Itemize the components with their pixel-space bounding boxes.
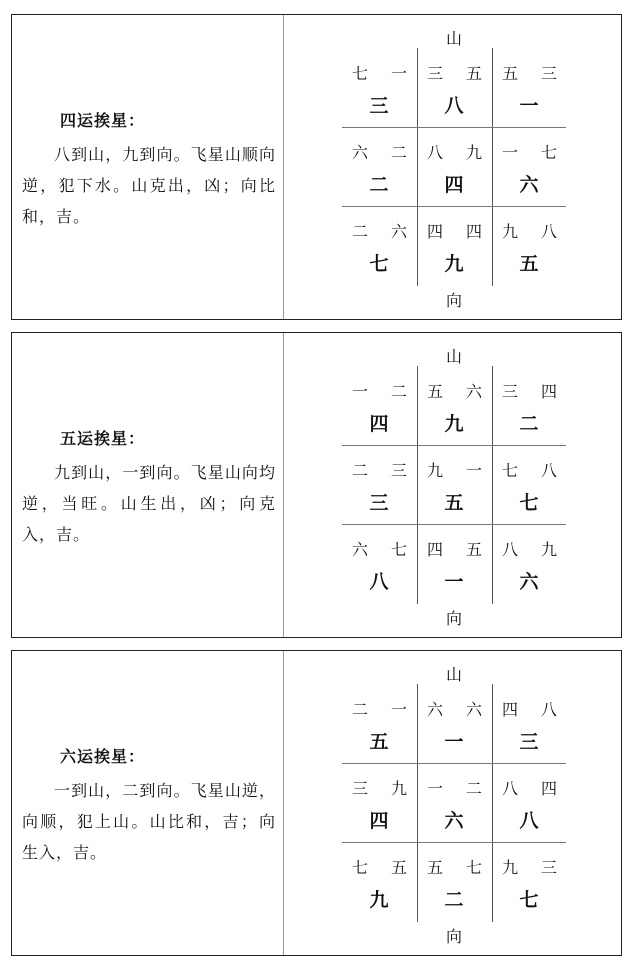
grid-divider-vertical (417, 366, 418, 604)
mountain-star: 六 (351, 143, 368, 162)
mountain-star: 九 (501, 222, 518, 241)
grid-divider-horizontal (342, 445, 566, 446)
period-star: 四 (444, 174, 464, 196)
grid-cell (417, 366, 492, 445)
nine-palace-grid (342, 48, 566, 286)
panel-period-4 (11, 14, 622, 320)
grid-cell (342, 445, 417, 524)
grid-divider-horizontal (342, 127, 566, 128)
period-star: 六 (519, 174, 539, 196)
facing-star: 四 (540, 382, 557, 401)
period-star: 三 (369, 95, 389, 117)
facing-star: 五 (465, 64, 482, 83)
period-star: 二 (444, 889, 464, 911)
facing-star: 二 (390, 382, 407, 401)
mountain-star: 二 (351, 222, 368, 241)
grid-cell (492, 524, 567, 603)
mountain-star: 六 (351, 540, 368, 559)
grid-divider-vertical (492, 684, 493, 922)
period-star: 二 (519, 413, 539, 435)
grid-cell (417, 763, 492, 842)
facing-star: 八 (540, 222, 557, 241)
period-star: 一 (519, 95, 539, 117)
period-star: 五 (444, 492, 464, 514)
facing-star: 一 (465, 461, 482, 480)
facing-star: 九 (390, 779, 407, 798)
grid-cell (417, 524, 492, 603)
period-star: 五 (369, 731, 389, 753)
star-chart (342, 333, 566, 637)
facing-star: 六 (390, 222, 407, 241)
facing-star: 七 (390, 540, 407, 559)
period-star: 五 (519, 253, 539, 275)
facing-star: 七 (465, 858, 482, 877)
nine-palace-grid (342, 684, 566, 922)
panel-text-column (12, 651, 284, 955)
mountain-star: 二 (351, 700, 368, 719)
panel-text-column (12, 15, 284, 319)
mountain-star: 五 (426, 382, 443, 401)
grid-cell (342, 366, 417, 445)
period-star: 八 (519, 810, 539, 832)
facing-star: 六 (465, 700, 482, 719)
mountain-star: 四 (426, 540, 443, 559)
grid-cell (492, 206, 567, 285)
grid-divider-horizontal (342, 206, 566, 207)
mountain-direction-label: 山 (445, 29, 462, 48)
grid-cell (417, 127, 492, 206)
mountain-star: 一 (501, 143, 518, 162)
star-chart (342, 651, 566, 955)
facing-direction-label: 向 (445, 609, 462, 628)
grid-divider-vertical (417, 48, 418, 286)
facing-star: 九 (540, 540, 557, 559)
period-star: 六 (444, 810, 464, 832)
grid-cell (492, 366, 567, 445)
mountain-star: 二 (351, 461, 368, 480)
period-star: 六 (519, 571, 539, 593)
period-star: 八 (444, 95, 464, 117)
mountain-star: 六 (426, 700, 443, 719)
period-star: 七 (519, 889, 539, 911)
panel-period-5 (11, 332, 622, 638)
panel-period-6 (11, 650, 622, 956)
facing-star: 一 (390, 64, 407, 83)
grid-cell (342, 842, 417, 921)
mountain-star: 九 (501, 858, 518, 877)
panel-description: 九到山，一到向。飞星山向均逆，当旺。山生出，凶；向克入，吉。 (22, 463, 276, 544)
period-star: 三 (369, 492, 389, 514)
facing-direction-label: 向 (445, 927, 462, 946)
nine-palace-grid (342, 366, 566, 604)
facing-star: 二 (390, 143, 407, 162)
mountain-star: 四 (426, 222, 443, 241)
mountain-star: 七 (351, 858, 368, 877)
grid-cell (492, 763, 567, 842)
mountain-star: 八 (426, 143, 443, 162)
grid-cell (342, 127, 417, 206)
panel-title: 六运挨星： (60, 747, 146, 766)
grid-cell (342, 48, 417, 127)
facing-star: 四 (465, 222, 482, 241)
facing-star: 四 (540, 779, 557, 798)
grid-cell (342, 684, 417, 763)
facing-star: 八 (540, 700, 557, 719)
facing-star: 三 (540, 64, 557, 83)
grid-cell (342, 206, 417, 285)
grid-cell (492, 842, 567, 921)
grid-cell (492, 684, 567, 763)
panel-description: 八到山，九到向。飞星山顺向逆，犯下水。山克出，凶；向比和，吉。 (22, 145, 276, 226)
panel-title: 四运挨星： (60, 111, 146, 130)
grid-divider-horizontal (342, 524, 566, 525)
facing-star: 三 (390, 461, 407, 480)
facing-star: 五 (390, 858, 407, 877)
grid-divider-vertical (417, 684, 418, 922)
period-star: 七 (519, 492, 539, 514)
grid-divider-horizontal (342, 763, 566, 764)
facing-star: 五 (465, 540, 482, 559)
panel-text-column (12, 333, 284, 637)
mountain-star: 三 (426, 64, 443, 83)
period-star: 一 (444, 731, 464, 753)
mountain-star: 一 (351, 382, 368, 401)
period-star: 一 (444, 571, 464, 593)
period-star: 四 (369, 810, 389, 832)
period-star: 九 (369, 889, 389, 911)
mountain-direction-label: 山 (445, 665, 462, 684)
mountain-star: 七 (351, 64, 368, 83)
grid-cell (342, 524, 417, 603)
grid-divider-horizontal (342, 842, 566, 843)
facing-star: 七 (540, 143, 557, 162)
facing-star: 一 (390, 700, 407, 719)
grid-cell (417, 206, 492, 285)
period-star: 二 (369, 174, 389, 196)
grid-cell (492, 445, 567, 524)
grid-cell (342, 763, 417, 842)
grid-cell (417, 48, 492, 127)
mountain-star: 三 (501, 382, 518, 401)
mountain-star: 五 (426, 858, 443, 877)
mountain-star: 三 (351, 779, 368, 798)
grid-cell (417, 842, 492, 921)
period-star: 九 (444, 413, 464, 435)
period-star: 四 (369, 413, 389, 435)
period-star: 九 (444, 253, 464, 275)
mountain-star: 八 (501, 540, 518, 559)
facing-star: 二 (465, 779, 482, 798)
facing-star: 三 (540, 858, 557, 877)
star-chart (342, 15, 566, 319)
period-star: 七 (369, 253, 389, 275)
grid-cell (492, 48, 567, 127)
facing-direction-label: 向 (445, 291, 462, 310)
facing-star: 六 (465, 382, 482, 401)
mountain-direction-label: 山 (445, 347, 462, 366)
grid-cell (417, 445, 492, 524)
grid-cell (492, 127, 567, 206)
panel-title: 五运挨星： (60, 429, 146, 448)
mountain-star: 七 (501, 461, 518, 480)
panel-description: 一到山，二到向。飞星山逆，向顺，犯上山。山比和，吉；向生入，吉。 (22, 781, 276, 862)
facing-star: 九 (465, 143, 482, 162)
grid-cell (417, 684, 492, 763)
facing-star: 八 (540, 461, 557, 480)
grid-divider-vertical (492, 366, 493, 604)
mountain-star: 一 (426, 779, 443, 798)
mountain-star: 八 (501, 779, 518, 798)
grid-divider-vertical (492, 48, 493, 286)
mountain-star: 九 (426, 461, 443, 480)
mountain-star: 四 (501, 700, 518, 719)
period-star: 八 (369, 571, 389, 593)
mountain-star: 五 (501, 64, 518, 83)
period-star: 三 (519, 731, 539, 753)
